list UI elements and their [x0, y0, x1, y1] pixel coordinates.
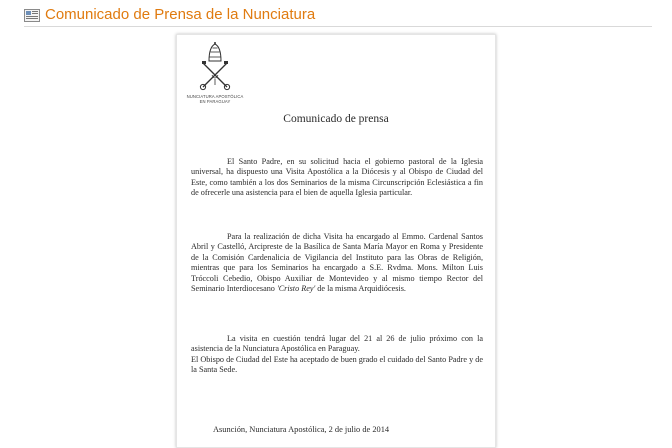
newspaper-icon — [24, 9, 40, 22]
paragraph-1: El Santo Padre, en su solicitud hacia el gobierno pastoral de la Iglesia universal, ha dispuesto una Visita Apostólica a la Diócesis y al Obispo de Ciudad del Este, como también a los dos Seminarios de la misma Circunscripción Eclesiástica a fin de ofrecerle una asistencia para el bien de aquella Iglesia particular. — [191, 157, 483, 198]
press-release-document — [176, 34, 496, 448]
closing-line: Asunción, Nunciatura Apostólica, 2 de julio de 2014 — [213, 425, 390, 434]
paragraph-3: La visita en cuestión tendrá lugar del 21 al 26 de julio próximo con la asistencia de la Nunciatura Apostólica en Paraguay. — [191, 334, 483, 354]
page-title: Comunicado de Prensa de la Nunciatura — [45, 6, 316, 23]
page-header — [24, 4, 652, 27]
papal-coat-of-arms-icon — [195, 41, 235, 93]
seminary-name: 'Cristo Rey' — [276, 284, 316, 294]
paragraph-2: Para la realización de dicha Visita ha encargado al Emmo. Cardenal Santos Abril y Castelló, Arcipreste de la Basílica de Santa María Mayor en Roma y Presidente de la Comisión Cardenalicia de Vigilancia del Instituto para las Obras de Religión, mientras que para los Seminarios ha encargado a S.E. Rvdma. Mons. Milton Luis Tróccoli Cebedio, Obispo Auxiliar de Montevideo y al mismo tiempo Rector del Seminario Interdiocesano 'Cristo Rey' de la misma Arquidiócesis. — [191, 232, 483, 294]
document-title: Comunicado de prensa — [283, 113, 389, 125]
paragraph-4: El Obispo de Ciudad del Este ha aceptado de buen grado el cuidado del Santo Padre y de la Santa Sede. — [191, 355, 483, 375]
seal-caption: NUNCIATURA APOSTÓLICA EN PARAGUAY — [186, 94, 244, 104]
nunciature-seal — [183, 41, 247, 113]
